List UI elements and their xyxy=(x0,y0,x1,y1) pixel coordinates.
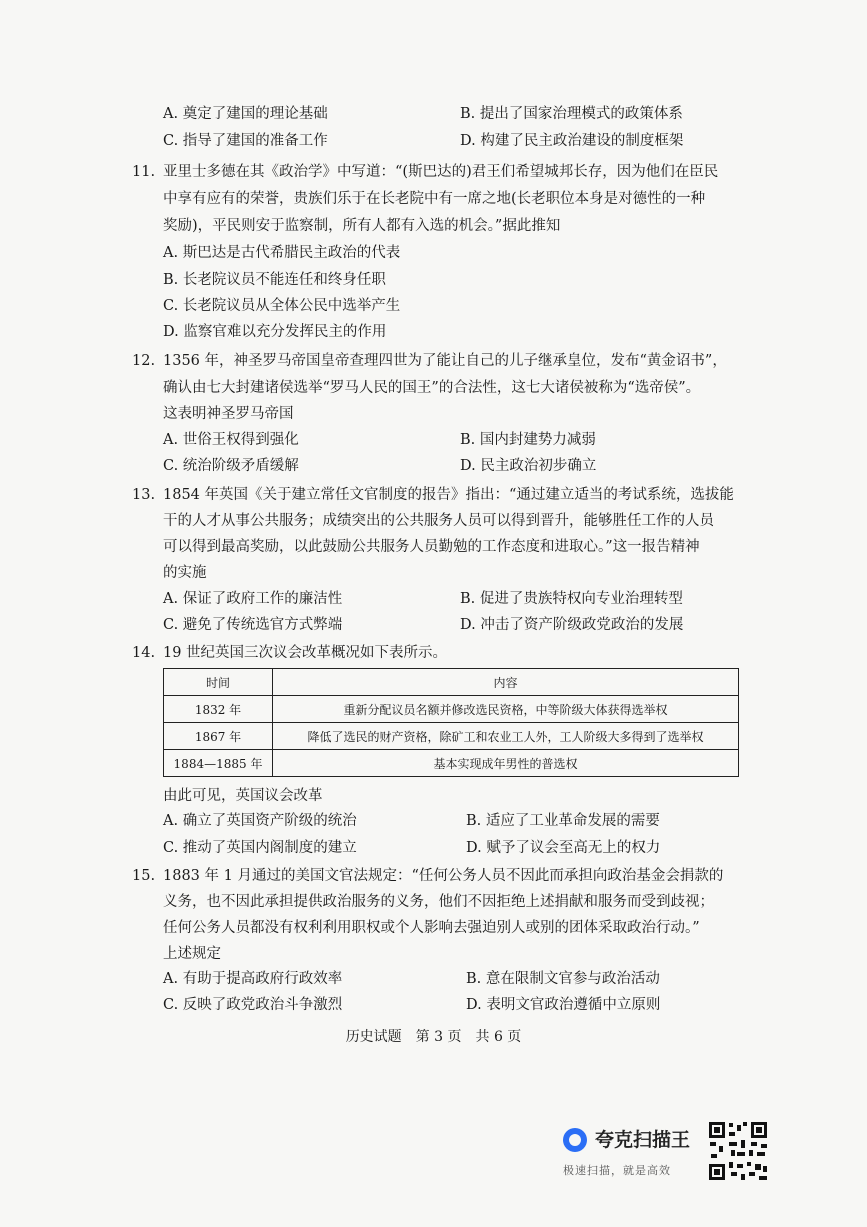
qr-code-icon xyxy=(707,1120,769,1182)
scanner-logo-icon xyxy=(563,1128,587,1152)
q11-option-d: D. 监察官难以充分发挥民主的作用 xyxy=(163,324,387,340)
table-header-content: 内容 xyxy=(273,669,739,696)
q15-option-a: A. 有助于提高政府行政效率 xyxy=(163,971,343,987)
q13-number: 13. xyxy=(132,487,156,503)
q11-number: 11. xyxy=(132,164,156,180)
q12-line-1: 1356 年，神圣罗马帝国皇帝查理四世为了能让自己的儿子继承皇位，发布“黄金诏书”， xyxy=(163,353,727,369)
q11-option-c: C. 长老院议员从全体公民中选举产生 xyxy=(163,298,401,314)
q13-option-a: A. 保证了政府工作的廉洁性 xyxy=(163,591,343,607)
q11-line-1: 亚里士多德在其《政治学》中写道：“(斯巴达的)君王们希望城邦长存，因为他们在臣民 xyxy=(163,164,719,180)
q13-option-d: D. 冲击了资产阶级政党政治的发展 xyxy=(460,617,684,633)
table-cell-time: 1867 年 xyxy=(164,723,273,750)
scanner-brand-name: 夸克扫描王 xyxy=(595,1129,691,1151)
table-header-time: 时间 xyxy=(164,669,273,696)
q15-line-1: 1883 年 1 月通过的美国文官法规定：“任何公务人员不因此而承担向政治基金会捐款的 xyxy=(163,868,724,884)
q14-number: 14. xyxy=(132,645,156,661)
table-cell-time: 1832 年 xyxy=(164,696,273,723)
scanner-slogan: 极速扫描，就是高效 xyxy=(563,1164,671,1177)
q11-line-3: 奖励)，平民则安于监察制，所有人都有入选的机会。”据此推知 xyxy=(163,218,561,234)
q15-line-2: 义务，也不因此承担提供政治服务的义务，他们不因拒绝上述捐献和服务而受到歧视； xyxy=(163,894,714,910)
q14-stem: 由此可见，英国议会改革 xyxy=(163,788,323,804)
q11-option-a: A. 斯巴达是古代希腊民主政治的代表 xyxy=(163,245,401,261)
q15-line-4: 上述规定 xyxy=(163,946,221,962)
table-cell-content: 基本实现成年男性的普选权 xyxy=(273,750,739,777)
q13-line-3: 可以得到最高奖励，以此鼓励公共服务人员勤勉的工作态度和进取心。”这一报告精神 xyxy=(163,539,700,555)
q14-option-a: A. 确立了英国资产阶级的统治 xyxy=(163,813,357,829)
q12-number: 12. xyxy=(132,353,156,369)
q11-option-b: B. 长老院议员不能连任和终身任职 xyxy=(163,272,386,288)
q12-line-2: 确认由七大封建诸侯选举“罗马人民的国王”的合法性，这七大诸侯被称为“选帝侯”。 xyxy=(163,380,701,396)
table-row xyxy=(164,750,739,777)
q10-option-a: A. 奠定了建国的理论基础 xyxy=(163,106,328,122)
q13-line-2: 干的人才从事公共服务；成绩突出的公共服务人员可以得到晋升，能够胜任工作的人员 xyxy=(163,513,714,529)
q14-option-c: C. 推动了英国内阁制度的建立 xyxy=(163,840,357,856)
q15-number: 15. xyxy=(132,868,156,884)
scanner-watermark xyxy=(563,1122,703,1182)
q14-intro: 19 世纪英国三次议会改革概况如下表所示。 xyxy=(163,645,448,661)
q10-option-b: B. 提出了国家治理模式的政策体系 xyxy=(460,106,683,122)
q10-option-c: C. 指导了建国的准备工作 xyxy=(163,133,328,149)
q14-option-b: B. 适应了工业革命发展的需要 xyxy=(466,813,660,829)
q12-option-d: D. 民主政治初步确立 xyxy=(460,458,597,474)
q14-option-d: D. 赋予了议会至高无上的权力 xyxy=(466,840,661,856)
page-footer: 历史试题 第 3 页 共 6 页 xyxy=(345,1029,522,1045)
q13-line-1: 1854 年英国《关于建立常任文官制度的报告》指出：“通过建立适当的考试系统，选拔能 xyxy=(163,487,734,503)
q10-option-d: D. 构建了民主政治建设的制度框架 xyxy=(460,133,684,149)
q11-line-2: 中享有应有的荣誉，贵族们乐于在长老院中有一席之地(长老职位本身是对德性的一种 xyxy=(163,191,706,207)
q15-option-b: B. 意在限制文官参与政治活动 xyxy=(466,971,660,987)
table-row xyxy=(164,696,739,723)
q15-option-d: D. 表明文官政治遵循中立原则 xyxy=(466,997,661,1013)
q13-line-4: 的实施 xyxy=(163,565,207,581)
q12-line-3: 这表明神圣罗马帝国 xyxy=(163,406,294,422)
q12-option-b: B. 国内封建势力减弱 xyxy=(460,432,596,448)
q14-table xyxy=(163,668,739,777)
table-cell-content: 降低了选民的财产资格，除矿工和农业工人外，工人阶级大多得到了选举权 xyxy=(273,723,739,750)
q15-option-c: C. 反映了政党政治斗争激烈 xyxy=(163,997,343,1013)
q12-option-c: C. 统治阶级矛盾缓解 xyxy=(163,458,299,474)
q12-option-a: A. 世俗王权得到强化 xyxy=(163,432,299,448)
table-cell-content: 重新分配议员名额并修改选民资格，中等阶级大体获得选举权 xyxy=(273,696,739,723)
table-row xyxy=(164,723,739,750)
table-cell-time: 1884—1885 年 xyxy=(164,750,273,777)
q15-line-3: 任何公务人员都没有权利利用职权或个人影响去强迫别人或别的团体采取政治行动。” xyxy=(163,920,700,936)
q13-option-b: B. 促进了贵族特权向专业治理转型 xyxy=(460,591,683,607)
q13-option-c: C. 避免了传统选官方式弊端 xyxy=(163,617,343,633)
table-header-row xyxy=(164,669,739,696)
